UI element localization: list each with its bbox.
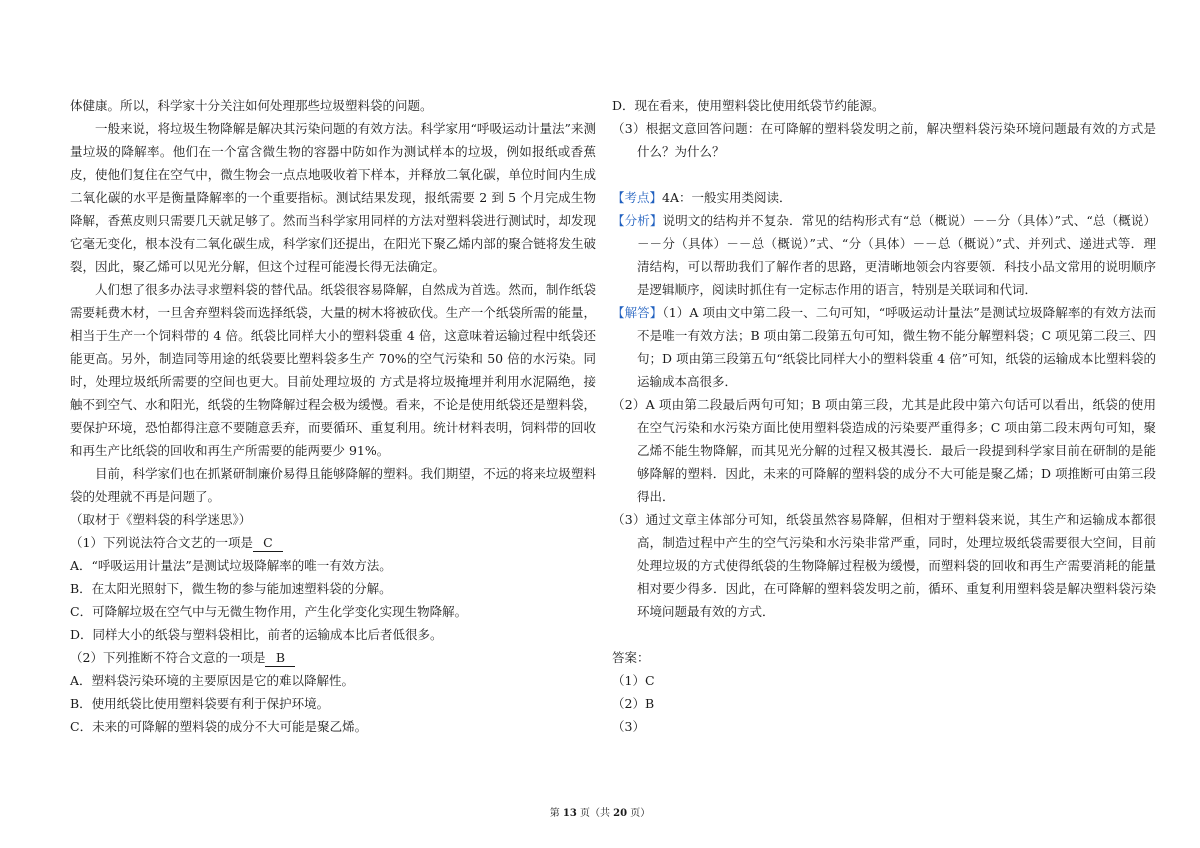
- jieda-text-1: （1）A 项由文中第二段一、二句可知，“呼吸运动计量法”是测试垃圾降解率的有效方法而不是唯一有效方法；B 项由第二段第五句可知，微生物不能分解塑料袋；C 项见第二段三、四句；D 项由第三段第五句“纸袋比同样大小的塑料袋重 4 倍”可知，纸袋的运输成本比塑料袋的运输成本高很多．: [637, 305, 1156, 389]
- footer-prefix: 第: [549, 808, 563, 819]
- question-2-option-a: A．塑料袋污染环境的主要原因是它的难以降解性。: [70, 673, 355, 688]
- footer-suffix: 页）: [627, 808, 651, 819]
- source-citation: （取材于《塑料袋的科学迷思》）: [70, 512, 252, 527]
- paragraph: 一般来说，将垃圾生物降解是解决其污染问题的有效方法。科学家用“呼吸运动计量法”来测量垃圾的降解率。他们在一个富含微生物的容器中防如作为测试样本的垃圾，例如报纸或香蕉皮，使他们复住在空气中，微生物会一点点地吸收着下样本，并释放二氧化碳，单位时间内生成二氧化碳的水平是衡量降解率的一个重要指标。测试结果发现，报纸需要 2 到 5 个月完成生物降解，香蕉皮则只需要几天就足够了。然而当科学家用同样的方法对塑料袋进行测试时，却发现它毫无变化，根本没有二氧化碳生成，科学家们还提出，在阳光下聚乙烯内部的聚合链将发生破裂，因此，聚乙烯可以见光分解，但这个过程可能漫长得无法确定。: [70, 121, 596, 274]
- answer-1: （1）C: [612, 673, 655, 688]
- question-2-stem: （2）下列推断不符合文意的一项是: [70, 650, 266, 665]
- footer-middle: 页（共: [576, 808, 614, 819]
- question-1-stem: （1）下列说法符合文艺的一项是: [70, 535, 253, 550]
- question-1-option-c: C．可降解垃圾在空气中与无微生物作用，产生化学变化实现生物降解。: [70, 604, 468, 619]
- answer-label: 答案：: [612, 650, 650, 665]
- question-3: （3）根据文意回答问题：在可降解的塑料袋发明之前，解决塑料袋污染环境问题最有效的方式是什么？为什么？: [612, 121, 1156, 159]
- page-footer: [0, 804, 1200, 819]
- fenxi-section: [612, 209, 1156, 301]
- page-number: 13: [562, 808, 577, 819]
- question-2-option-d: D．现在看来，使用塑料袋比使用纸袋节约能源。: [612, 98, 885, 113]
- answer-3: （3）: [612, 719, 645, 734]
- jieda-text-3: （3）通过文章主体部分可知，纸袋虽然容易降解，但相对于塑料袋来说，其生产和运输成本都很高，制造过程中产生的空气污染和水污染非常严重，同时，处理垃圾纸袋需要很大空间，目前处理垃圾的方式使得纸袋的生物降解过程极为缓慢，而塑料袋的回收和再生产需要消耗的能量相对要少得多．因此，在可降解的塑料袋发明之前，循环、重复利用塑料袋是解决塑料袋污染环境问题最有效的方式．: [612, 512, 1156, 619]
- paragraph: 目前，科学家们也在抓紧研制廉价易得且能够降解的塑料。我们期望，不远的将来垃圾塑料袋的处理就不再是问题了。: [70, 466, 596, 504]
- kaodian-section: [612, 186, 1156, 209]
- page-total: 20: [613, 808, 628, 819]
- jieda-section: [612, 301, 1156, 393]
- jieda-tag: 【解答】: [612, 305, 663, 320]
- question-1-answer-blank: C: [253, 535, 283, 552]
- fenxi-text: 说明文的结构并不复杂．常见的结构形式有“总（概说）－－分（具体）”式、“总（概说）－－分（具体）－－总（概说）”式、“分（具体）－－总（概说）”式、并列式、递进式等．理清结构，可以帮助我们了解作者的思路，更清晰地领会内容要领．科技小品文常用的说明顺序是逻辑顺序，阅读时抓住有一定标志作用的语言，特别是关联词和代词．: [637, 213, 1156, 297]
- spacer: [612, 623, 1156, 646]
- question-1: [70, 531, 596, 554]
- spacer: [612, 163, 1156, 186]
- question-2-option-b: B．使用纸袋比使用塑料袋要有利于保护环境。: [70, 696, 330, 711]
- left-column: [70, 94, 596, 738]
- question-2-option-c: C．未来的可降解的塑料袋的成分不大可能是聚乙烯。: [70, 719, 368, 734]
- question-1-option-b: B．在太阳光照射下，微生物的参与能加速塑料袋的分解。: [70, 581, 392, 596]
- question-1-option-a: A．“呼吸运用计量法”是测试垃圾降解率的唯一有效方法。: [70, 558, 392, 573]
- kaodian-tag: 【考点】: [612, 190, 663, 205]
- answer-2: （2）B: [612, 696, 655, 711]
- paragraph: 人们想了很多办法寻求塑料袋的替代品。纸袋很容易降解，自然成为首选。然而，制作纸袋需要耗费木材，一旦舍弃塑料袋而选择纸袋，大量的树木将被砍伐。生产一个纸袋所需的能量，相当于生产一个饲料带的 4 倍。纸袋比同样大小的塑料袋重 4 倍，这意味着运输过程中纸袋还能更高。另外，制造同等用途的纸袋要比塑料袋多生产 70%的空气污染和 50 倍的水污染。同时，处理垃圾纸所需要的空间也更大。目前处理垃圾的 方式是将垃圾掩埋并利用水泥隔绝，接触不到空气、水和阳光，纸袋的生物降解过程会极为缓慢。看来，不论是使用纸袋还是塑料袋，要保护环境，恐怕都得注意不要随意丢弃，而要循环、重复利用。统计材料表明，饲料带的回收和再生产比纸袋的回收和再生产所需要的能两要少 91%。: [70, 282, 596, 458]
- question-1-option-d: D．同样大小的纸袋与塑料袋相比，前者的运输成本比后者低很多。: [70, 627, 443, 642]
- right-column: [612, 94, 1156, 738]
- fenxi-tag: 【分析】: [612, 213, 663, 228]
- question-2: [70, 646, 596, 669]
- question-2-answer-blank: B: [265, 650, 295, 667]
- jieda-text-2: （2）A 项由第二段最后两句可知；B 项由第三段，尤其是此段中第六句话可以看出，纸袋的使用在空气污染和水污染方面比使用塑料袋造成的污染要严重得多；C 项由第二段末两句可知，聚乙烯不能生物降解，而其见光分解的过程又极其漫长．最后一段提到科学家目前在研制的是能够降解的塑料．因此，未来的可降解的塑料袋的成分不大可能是聚乙烯；D 项推断可由第三段得出．: [612, 397, 1156, 504]
- kaodian-text: 4A：一般实用类阅读．: [662, 190, 792, 205]
- paragraph: 体健康。所以，科学家十分关注如何处理那些垃圾塑料袋的问题。: [70, 98, 433, 113]
